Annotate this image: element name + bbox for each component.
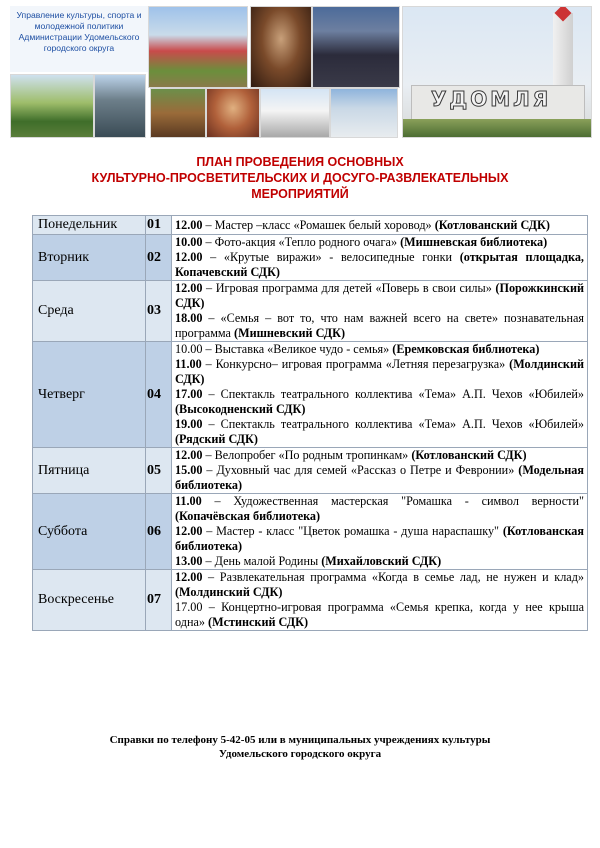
events-cell bbox=[172, 216, 588, 235]
sign-pillar bbox=[553, 13, 573, 87]
day-name: Вторник bbox=[33, 235, 146, 281]
event-description: – Выставка «Великое чудо - семья» bbox=[202, 342, 393, 356]
event-venue: (Мишневский СДК) bbox=[234, 326, 346, 340]
town-sign-text: УДОМЛЯ bbox=[431, 87, 552, 111]
photo-youth-group bbox=[10, 74, 94, 138]
day-number: 02 bbox=[146, 235, 172, 281]
organization-name: Управление культуры, спорта и молодежной политики Администрации Удомельского городского округа bbox=[16, 10, 142, 53]
event-venue: (Котлованская библиотека) bbox=[175, 524, 584, 553]
event-description: – Велопробег «По родным тропинкам» bbox=[202, 448, 412, 462]
event-description: – Художественная мастерская "Ромашка - символ верности" bbox=[201, 494, 584, 508]
event-time: 11.00 bbox=[175, 357, 202, 371]
event-time: 12.00 bbox=[175, 570, 203, 584]
events-cell bbox=[172, 570, 588, 631]
event-description: – Концертно-игровая программа «Семья крепка, когда у нее крыша одна» bbox=[175, 600, 584, 629]
event-time: 15.00 bbox=[175, 463, 203, 477]
day-number: 01 bbox=[146, 216, 172, 235]
event-description: – Мастер –класс «Ромашек белый хоровод» bbox=[202, 217, 435, 232]
event-item bbox=[175, 281, 584, 311]
event-time: 12.00 bbox=[175, 524, 203, 538]
event-time: 17.00 bbox=[175, 600, 203, 614]
event-venue: (открытая площадка, Копачевский СДК) bbox=[175, 250, 584, 279]
schedule-row bbox=[33, 570, 588, 631]
day-name: Суббота bbox=[33, 494, 146, 570]
event-description: – «Семья – вот то, что нам важней всего на свете» познавательная программа bbox=[175, 311, 584, 340]
event-item bbox=[175, 600, 584, 630]
photo-choir bbox=[312, 6, 400, 88]
day-number: 03 bbox=[146, 281, 172, 342]
event-item bbox=[175, 250, 584, 280]
schedule-row bbox=[33, 235, 588, 281]
day-number: 07 bbox=[146, 570, 172, 631]
event-description: – Мастер - класс "Цветок ромашка - душа нараспашку" bbox=[202, 524, 503, 538]
event-description: – День малой Родины bbox=[202, 554, 322, 568]
event-item bbox=[175, 311, 584, 341]
photo-town-sign bbox=[402, 6, 592, 138]
event-venue: (Порожкинский СДК) bbox=[175, 281, 584, 310]
event-description: – «Крутые виражи» - велосипедные гонки bbox=[202, 250, 460, 264]
event-venue: (Котлованский СДК) bbox=[411, 448, 527, 462]
event-time: 19.00 bbox=[175, 417, 203, 431]
day-name: Понедельник bbox=[33, 216, 146, 235]
event-time: 12.00 bbox=[175, 448, 203, 462]
day-name: Среда bbox=[33, 281, 146, 342]
event-item bbox=[175, 357, 584, 387]
event-time: 12.00 bbox=[175, 217, 203, 232]
schedule-row bbox=[33, 342, 588, 448]
events-cell bbox=[172, 281, 588, 342]
event-description: – Спектакль театрального коллектива «Тема» А.П. Чехов «Юбилей» bbox=[202, 417, 584, 431]
event-description: – Духовный час для семей «Рассказ о Петре и Февронии» bbox=[202, 463, 519, 477]
schedule-row bbox=[33, 494, 588, 570]
trees bbox=[403, 119, 591, 137]
events-cell bbox=[172, 235, 588, 281]
photo-monument bbox=[94, 74, 146, 138]
event-time: 12.00 bbox=[175, 281, 203, 295]
event-description: – Развлекательная программа «Когда в семье лад, не нужен и клад» bbox=[202, 570, 584, 584]
schedule-row bbox=[33, 216, 588, 235]
event-item bbox=[175, 417, 584, 447]
events-cell bbox=[172, 494, 588, 570]
event-description: – Конкурсно– игровая программа «Летняя перезагрузка» bbox=[201, 357, 510, 371]
photo-winter-church bbox=[260, 88, 330, 138]
event-item bbox=[175, 448, 584, 463]
event-item bbox=[175, 387, 584, 417]
schedule-row bbox=[33, 281, 588, 342]
event-item bbox=[175, 570, 584, 600]
event-venue: (Модельная библиотека) bbox=[175, 463, 584, 492]
event-description: – Фото-акция «Тепло родного очага» bbox=[202, 235, 401, 249]
day-name: Воскресенье bbox=[33, 570, 146, 631]
event-time: 18.00 bbox=[175, 311, 203, 325]
event-venue: (Котлованский СДК) bbox=[434, 217, 550, 232]
page-title: ПЛАН ПРОВЕДЕНИЯ ОСНОВНЫХ КУЛЬТУРНО-ПРОСВЕТИТЕЛЬСКИХ И ДОСУГО-РАЗВЛЕКАТЕЛЬНЫХ МЕРОПРИЯТИЙ bbox=[91, 155, 509, 201]
events-cell bbox=[172, 448, 588, 494]
photo-folk-ensemble bbox=[148, 6, 248, 88]
header-banner bbox=[10, 6, 590, 136]
event-venue: (Высокодненский СДК) bbox=[175, 402, 306, 416]
event-venue: (Еремковская библиотека) bbox=[392, 342, 540, 356]
event-item bbox=[175, 235, 584, 250]
event-item bbox=[175, 218, 584, 233]
event-item bbox=[175, 524, 584, 554]
event-item bbox=[175, 463, 584, 493]
events-cell bbox=[172, 342, 588, 448]
photo-power-station bbox=[330, 88, 398, 138]
event-item bbox=[175, 494, 584, 524]
event-venue: (Молдинский СДК) bbox=[175, 357, 584, 386]
event-venue: (Михайловский СДК) bbox=[321, 554, 442, 568]
photo-girl-painting bbox=[206, 88, 260, 138]
footer-note: Справки по телефону 5-42-05 или в муниципальных учреждениях культуры Удомельского городского округа bbox=[109, 734, 491, 760]
day-number: 04 bbox=[146, 342, 172, 448]
photo-wooden-house bbox=[150, 88, 206, 138]
event-venue: (Молдинский СДК) bbox=[175, 585, 283, 599]
event-time: 10.00 bbox=[175, 342, 203, 356]
event-venue: (Рядский СДК) bbox=[175, 432, 258, 446]
event-time: 17.00 bbox=[175, 387, 203, 401]
schedule-table bbox=[32, 215, 588, 631]
event-time: 13.00 bbox=[175, 554, 203, 568]
event-item bbox=[175, 554, 584, 569]
day-name: Четверг bbox=[33, 342, 146, 448]
event-item bbox=[175, 342, 584, 357]
schedule-row bbox=[33, 448, 588, 494]
day-number: 06 bbox=[146, 494, 172, 570]
event-venue: (Мстинский СДК) bbox=[208, 615, 309, 629]
event-description: – Спектакль театрального коллектива «Тема» А.П. Чехов «Юбилей» bbox=[202, 387, 584, 401]
event-time: 10.00 bbox=[175, 235, 203, 249]
event-description: – Игровая программа для детей «Поверь в свои силы» bbox=[202, 281, 496, 295]
day-number: 05 bbox=[146, 448, 172, 494]
event-time: 11.00 bbox=[175, 494, 202, 508]
organization-logo-block bbox=[10, 6, 148, 72]
event-venue: (Копачёвская библиотека) bbox=[175, 509, 321, 523]
day-name: Пятница bbox=[33, 448, 146, 494]
event-venue: (Мишневская библиотека) bbox=[400, 235, 548, 249]
event-time: 12.00 bbox=[175, 250, 203, 264]
photo-portrait-painting bbox=[250, 6, 312, 88]
